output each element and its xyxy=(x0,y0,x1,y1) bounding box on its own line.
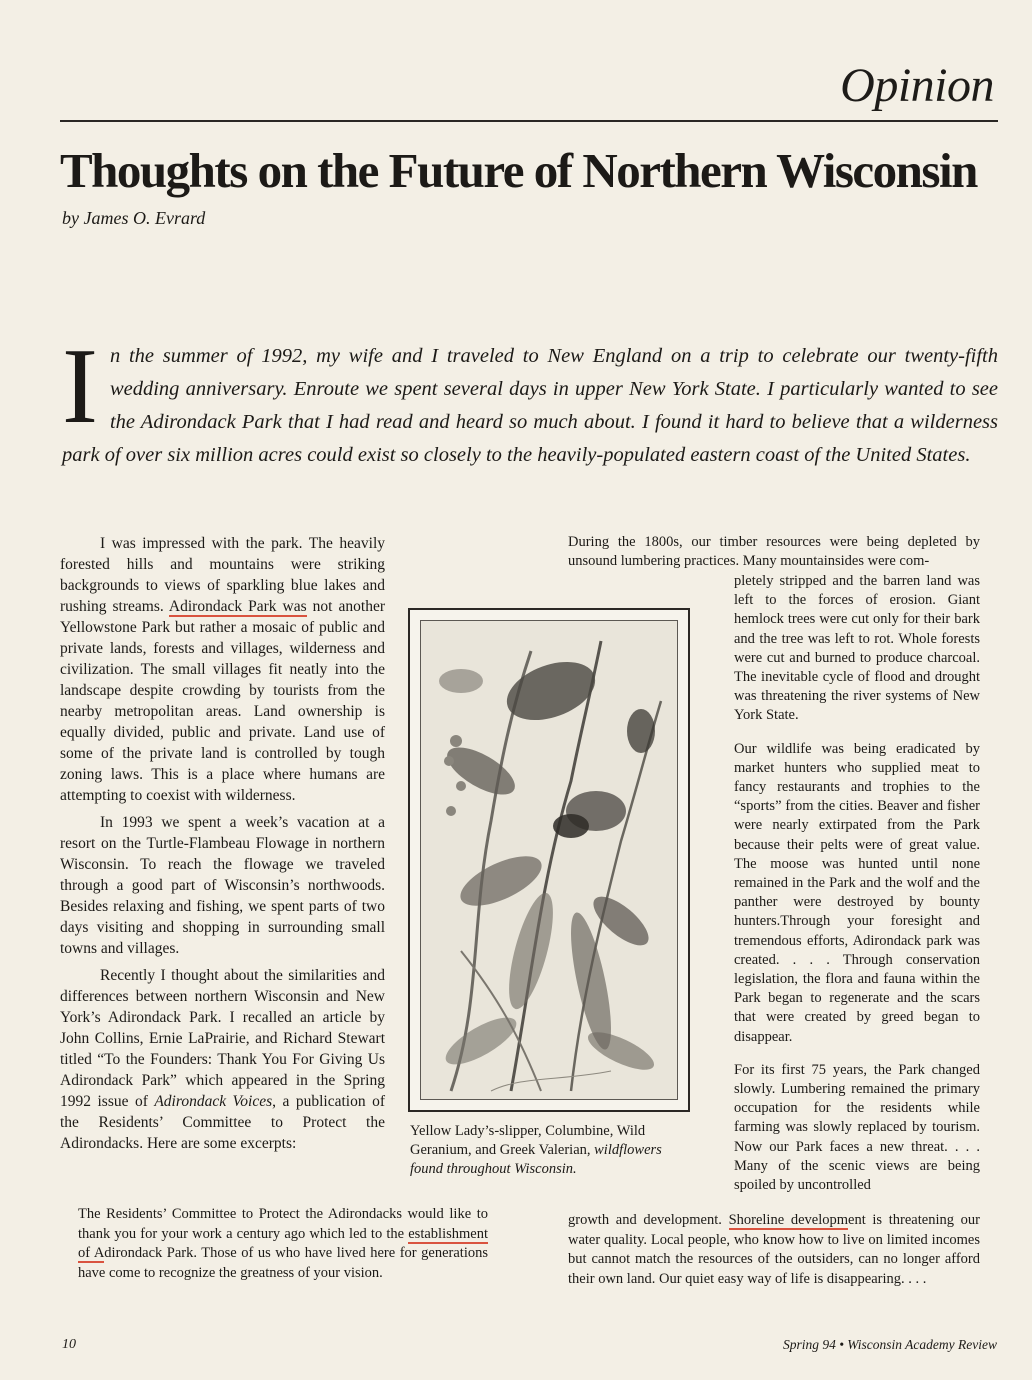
body-paragraph: Our wildlife was being eradicated by market hunters who supplied meat to fancy restaurants and trophies to the “sports” from the cities. Beaver and fisher were nearly extirpated from the Park because their pelts were of great value. The moose was hunted until none remained in the Park and the wolf and the panther were destroyed by bounty hunters.Through your foresight and tremendous efforts, Adirondack park was created. . . . Through conservation legislation, the flora and fauna within the Park began to regenerate and the scars that were created by greed began to disappear. xyxy=(734,740,980,1045)
drop-cap: I xyxy=(62,327,98,446)
section-label: Opinion xyxy=(840,59,994,112)
lede-text: n the summer of 1992, my wife and I traveled to New England on a trip to celebrate our twenty-fifth wedding anniversary. Enroute we spent several days in upper New York State. I particularly wanted to see the Adirondack Park that I had read and heard so much about. I found it hard to believe that a wilderness park of over six million acres could exist so closely to the heavily-populated eastern coast of the United States. xyxy=(62,345,998,466)
header-rule xyxy=(60,120,998,122)
body-paragraph: pletely stripped and the barren land was left to the forces of erosion. Giant hemlock trees were cut only for their bark and the tree was left to rot. Whole forests were cut and burned to produce charcoal. The inevitable cycle of flood and drought was threatening the river systems of New York State. xyxy=(734,573,980,724)
left-column xyxy=(60,533,385,1160)
lede-paragraph xyxy=(62,327,998,472)
byline: by James O. Evrard xyxy=(62,208,206,228)
body-paragraph: In 1993 we spent a week’s vacation at a resort on the Turtle-Flambeau Flowage in northern Wisconsin. To reach the flowage we traveled through a good part of Wisconsin’s northwoods. Besides relaxing and fishing, we spent parts of two days visiting and shopping in surrounding small towns and villages. xyxy=(60,814,385,957)
pen-underline: Shoreline developm xyxy=(728,1212,849,1228)
wildflower-illustration xyxy=(408,608,690,1112)
body-paragraph: I was impressed with the park. The heavily forested hills and mountains were striking backgrounds to views of sparkling blue lakes and rushing streams. Adirondack Park was not another Yellowstone Park but rather a mosaic of public and private lands, forests and villages, wilderness and civilization. The small villages fit neatly into the landscape despite crowding by tourists from the nearby metropolitan areas. Land ownership is equally divided, public and private. Land use of some of the private land is controlled by tough zoning laws. This is a place where humans are attempting to coexist with wilderness. xyxy=(60,535,385,804)
publication-footer: Spring 94 • Wisconsin Academy Review xyxy=(782,1337,997,1352)
pen-underline: establishment of A xyxy=(78,1225,488,1261)
right-column-bottom: growth and development. Shoreline development is threatening our water quality. Local people, who know how to live on limited incomes but cannot match the resources of the outsiders, can no longer afford their own land. Our quiet easy way of life is disappearing. . . . xyxy=(568,1212,980,1287)
right-column-top: During the 1800s, our timber resources were being depleted by unsound lumbering practices. Many mountainsides were com- xyxy=(568,534,980,569)
watercolor-flowers-image xyxy=(421,621,678,1100)
pen-underline: Adirondack Park was xyxy=(168,598,307,615)
page-number: 10 xyxy=(62,1337,76,1352)
body-paragraph: For its first 75 years, the Park changed slowly. Lumbering remained the primary occupation for the residents while farming was slowly replaced by tourism. Now our Park faces a new threat. . . . Many of the scenic views are being spoiled by uncontrolled xyxy=(734,1061,980,1194)
right-column xyxy=(734,572,980,1209)
body-paragraph: Recently I thought about the similarities and differences between northern Wisconsin and New York’s Adirondack Park. I recalled an article by John Collins, Ernie LaPrairie, and Richard Stewart titled “To the Founders: Thank You For Giving Us Adirondack Park” which appeared in the Spring 1992 issue of Adirondack Voices, a publication of the Residents’ Committee to Protect the Adirondacks. Here are some excerpts: xyxy=(60,967,385,1152)
excerpt-block: The Residents’ Committee to Protect the Adirondacks would like to thank you for your work a century ago which led to the establishment of Adirondack Park. Those of us who have lived here for generations have come to recognize the greatness of your vision. xyxy=(78,1206,489,1281)
figure-caption: Yellow Lady’s-slipper, Columbine, Wild Geranium, and Greek Valerian, wildflowers found throughout Wisconsin. xyxy=(410,1123,662,1177)
article-title: Thoughts on the Future of Northern Wisconsin xyxy=(60,143,977,198)
